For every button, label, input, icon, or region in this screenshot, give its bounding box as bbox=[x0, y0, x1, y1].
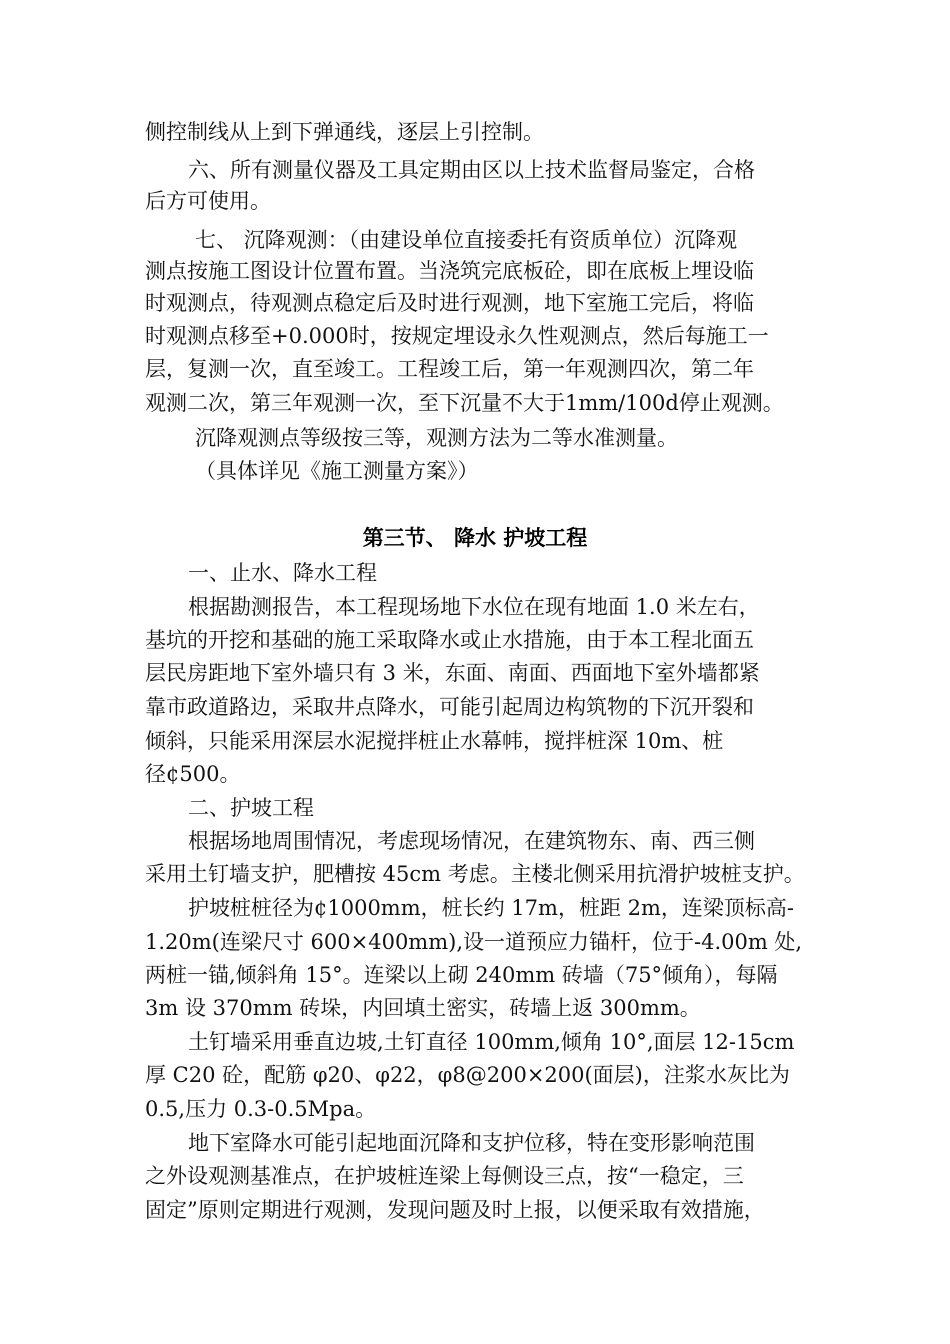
text-line: 护坡桩桩径为¢1000mm，桩长约 17m，桩距 2m，连梁顶标高- bbox=[188, 896, 794, 920]
section-heading: 第三节、 降水 护坡工程 bbox=[362, 526, 588, 550]
text-line: 测点按施工图设计位置布置。当浇筑完底板砼，即在底板上埋设临 bbox=[145, 259, 754, 283]
text-line: 后方可使用。 bbox=[145, 189, 271, 213]
text-line: 土钉墙采用垂直边坡,土钉直径 100mm,倾角 10°,面层 12-15cm bbox=[188, 1030, 795, 1054]
text-line: （具体详见《施工测量方案》） bbox=[195, 459, 479, 483]
text-line: 侧控制线从上到下弹通线，逐层上引控制。 bbox=[145, 120, 544, 144]
text-line: 根据勘测报告，本工程现场地下水位在现有地面 1.0 米左右， bbox=[188, 595, 760, 619]
text-line: 1.20m(连梁尺寸 600×400mm),设一道预应力锚杆，位于-4.00m 处, bbox=[145, 930, 803, 954]
text-line: 二、护坡工程 bbox=[188, 796, 314, 820]
text-line: 根据场地周围情况，考虑现场情况，在建筑物东、南、西三侧 bbox=[188, 829, 755, 853]
text-line: 时观测点移至+0.000时，按规定埋设永久性观测点，然后每施工一 bbox=[145, 324, 769, 348]
text-line: 七、 沉降观测：（由建设单位直接委托有资质单位）沉降观 bbox=[195, 228, 738, 252]
text-line: 沉降观测点等级按三等，观测方法为二等水准测量。 bbox=[195, 426, 678, 450]
text-line: 时观测点，待观测点稳定后及时进行观测，地下室施工完后，将临 bbox=[145, 291, 754, 315]
text-line: 层，复测一次，直至竣工。工程竣工后，第一年观测四次，第二年 bbox=[145, 357, 754, 381]
text-line: 3m 设 370mm 砖垛，内回填土密实，砖墙上返 300mm。 bbox=[145, 996, 701, 1020]
text-line: 六、所有测量仪器及工具定期由区以上技术监督局鉴定，合格 bbox=[188, 158, 755, 182]
text-line: 观测二次，第三年观测一次，至下沉量不大于1mm/100d停止观测。 bbox=[145, 391, 784, 415]
text-line: 地下室降水可能引起地面沉降和支护位移，特在变形影响范围 bbox=[188, 1131, 755, 1155]
text-line: 径¢500。 bbox=[145, 762, 241, 786]
text-line: 一、止水、降水工程 bbox=[188, 561, 377, 585]
text-line: 靠市政道路边，采取井点降水，可能引起周边构筑物的下沉开裂和 bbox=[145, 695, 754, 719]
text-line: 基坑的开挖和基础的施工采取降水或止水措施，由于本工程北面五 bbox=[145, 628, 754, 652]
text-line: 采用土钉墙支护，肥槽按 45cm 考虑。主楼北侧采用抗滑护坡桩支护。 bbox=[145, 862, 805, 886]
text-line: 厚 C20 砼，配筋 φ20、φ22，φ8@200×200(面层)，注浆水灰比为 bbox=[145, 1063, 790, 1087]
text-line: 0.5,压力 0.3-0.5Mpa。 bbox=[145, 1097, 377, 1121]
text-line: 两桩一锚,倾斜角 15°。连梁以上砌 240mm 砖墙（75°倾角），每隔 bbox=[145, 963, 778, 987]
text-line: 层民房距地下室外墙只有 3 米，东面、南面、西面地下室外墙都紧 bbox=[145, 661, 760, 685]
text-line: 固定”原则定期进行观测，发现问题及时上报，以便采取有效措施， bbox=[145, 1198, 765, 1222]
text-line: 倾斜，只能采用深层水泥搅拌桩止水幕帏，搅拌桩深 10m、桩 bbox=[145, 729, 724, 753]
text-line: 之外设观测基准点，在护坡桩连梁上每侧设三点，按“一稳定，三 bbox=[145, 1164, 744, 1188]
